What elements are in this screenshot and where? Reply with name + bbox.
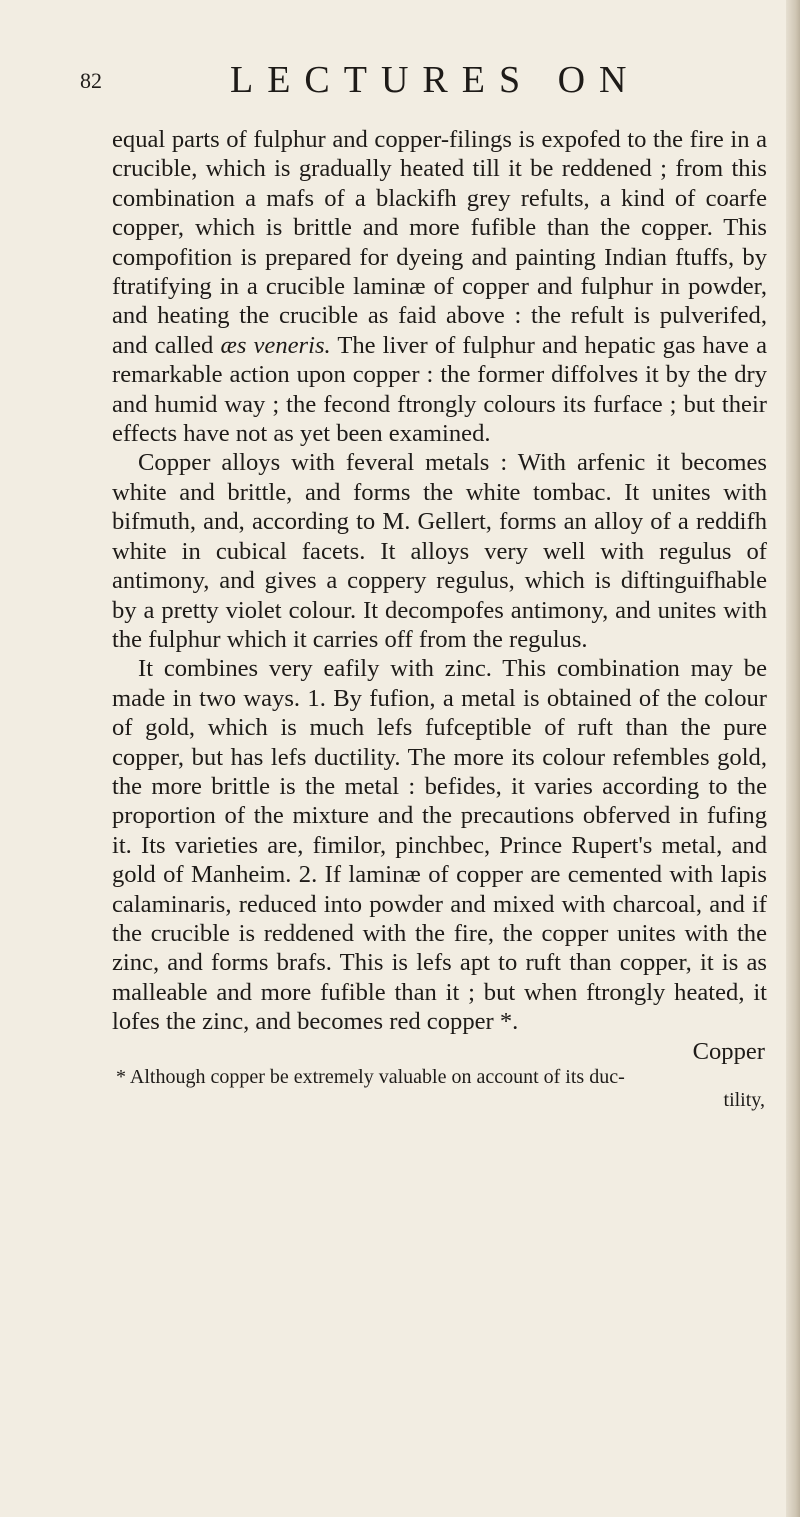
aes-veneris-term: æs veneris. bbox=[220, 331, 331, 359]
footnote: * Although copper be extremely valuable on account of its duc- bbox=[116, 1066, 625, 1088]
footnote-continuation: tility, bbox=[723, 1089, 765, 1111]
paragraph-sulphur bbox=[112, 125, 767, 448]
body-text bbox=[112, 125, 767, 1111]
paragraph-sulphur-tail: The liver of fulphur and hepatic gas have a remarkable action upon copper : the former diffolves it by the dry and humid way ; the fecond ftrongly colours its furface ; but their effects have not as yet been examined. bbox=[112, 331, 767, 448]
paragraph-zinc: It combines very eafily with zinc. This combination may be made in two ways. 1. By fufion, a metal is obtained of the colour of gold, which is much lefs fufceptible of ruft than the pure copper, but has lefs ductility. The more its colour refembles gold, the more brittle is the metal : befides, it varies according to the proportion of the mixture and the precautions obferved in fufing it. Its varieties are, fimilor, pinchbec, Prince Rupert's metal, and gold of Manheim. 2. If laminæ of copper are cemented with lapis calaminaris, reduced into powder and mixed with charcoal, and if the crucible is reddened with the fire, the copper unites with the zinc, and forms brafs. This is lefs apt to ruft than copper, it is as malleable and more fufible than it ; but when ftrongly heated, it lofes the zinc, and becomes red copper *. bbox=[112, 655, 767, 1036]
page-header bbox=[80, 58, 720, 108]
catchword: Copper bbox=[692, 1037, 765, 1065]
running-head: LECTURES ON bbox=[230, 59, 641, 101]
page-edge bbox=[786, 0, 800, 1517]
paragraph-sulphur-text: equal parts of fulphur and copper-filings is expofed to the fire in a crucible, which is gradually heated till it be reddened ; from this combination a mafs of a blackifh grey refults, a kind of coarfe copper, which is brittle and more fufible than the copper. This compofition is prepared for dyeing and painting Indian ftuffs, by ftratifying in a crucible laminæ of copper and fulphur in powder, and heating the crucible as faid above : the refult is pulverifed, and called bbox=[112, 126, 767, 359]
page-number: 82 bbox=[80, 68, 102, 93]
paragraph-alloys: Copper alloys with feveral metals : With arfenic it becomes white and brittle, and forms the white tombac. It unites with bifmuth, and, according to M. Gellert, forms an alloy of a reddifh white in cubical facets. It alloys very well with regulus of antimony, and gives a coppery regulus, which is diftinguifhable by a pretty violet colour. It decompofes antimony, and unites with the fulphur which it carries off from the regulus. bbox=[112, 449, 767, 653]
